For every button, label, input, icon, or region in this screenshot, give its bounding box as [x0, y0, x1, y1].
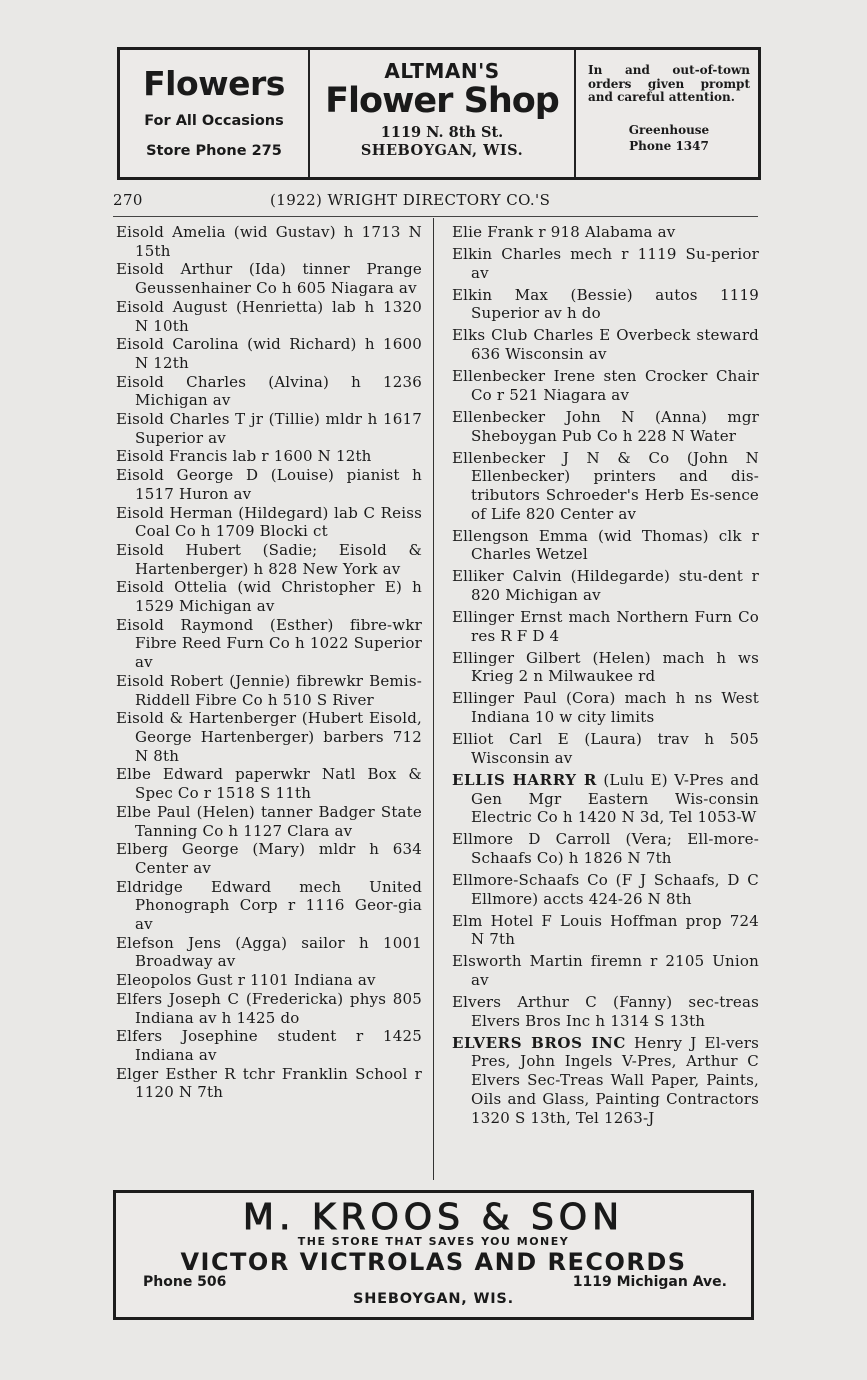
entry-text: Eisold Francis lab r 1600 N 12th [116, 447, 372, 466]
directory-entry [116, 335, 422, 372]
directory-entry [116, 223, 422, 260]
directory-entry [452, 367, 759, 404]
page-header [113, 191, 761, 211]
directory-entry [452, 567, 759, 604]
ad-flower-shop: Flower Shop [325, 81, 559, 121]
entry-text: Elliker Calvin (Hildegarde) stu-dent r 820 Michigan av [452, 567, 759, 605]
entry-text: Elbe Paul (Helen) tanner Badger State Tanning Co h 1127 Clara av [116, 802, 422, 840]
ad-flowers-subtitle: For All Occasions [144, 113, 284, 129]
ad-greenhouse-phone: Phone 1347 [629, 138, 709, 153]
entry-text: Elkin Max (Bessie) autos 1119 Superior av h do [452, 285, 759, 323]
directory-entry [452, 223, 759, 242]
entry-text: Elvers Arthur C (Fanny) sec-treas Elvers Bros Inc h 1314 S 13th [452, 993, 759, 1030]
ad-store-phone: Store Phone 275 [146, 143, 282, 159]
directory-entry [116, 410, 422, 447]
entry-text: Eisold & Hartenberger (Hubert Eisold, George Hartenberger) barbers 712 N 8th [116, 709, 422, 765]
entry-bold-name: ELLIS HARRY R [452, 770, 597, 789]
entry-text: Elefson Jens (Agga) sailor h 1001 Broadway av [116, 933, 422, 971]
entry-text: Elkin Charles mech r 1119 Su-perior av [452, 245, 759, 282]
entry-text: Ellenbecker J N & Co (John N Ellenbecker) printers and dis-tributors Schroeder's Herb Es-sence of Life 820 Center av [452, 448, 759, 523]
directory-entry [116, 466, 422, 503]
directory-entry [452, 608, 759, 645]
directory-entry [116, 878, 422, 934]
directory-entry [452, 245, 759, 282]
ad-flowers-panel [120, 50, 310, 177]
directory-entry [116, 934, 422, 971]
ad-kroos-tagline: THE STORE THAT SAVES YOU MONEY [297, 1235, 570, 1248]
directory-entry [116, 1027, 422, 1064]
entry-text: Eisold Amelia (wid Gustav) h 1713 N 15th [116, 223, 422, 260]
header-rule [113, 216, 758, 217]
directory-entry [452, 730, 759, 767]
entry-text: Elks Club Charles E Overbeck steward 636 Wisconsin av [452, 326, 759, 364]
directory-entry [116, 840, 422, 877]
ad-kroos-headline: VICTOR VICTROLAS AND RECORDS [180, 1248, 687, 1276]
ad-address: 1119 N. 8th St. [380, 124, 504, 141]
directory-entry [116, 447, 422, 466]
entry-text: Eisold George D (Louise) pianist h 1517 Huron av [116, 466, 422, 503]
directory-entry [116, 672, 422, 709]
directory-entry [452, 993, 759, 1030]
entry-text: Elbe Edward paperwkr Natl Box & Spec Co r 1518 S 11th [116, 765, 422, 803]
entry-text: Eisold Herman (Hildegard) lab C Reiss Coal Co h 1709 Blocki ct [116, 503, 422, 541]
entry-text: Elie Frank r 918 Alabama av [452, 223, 676, 241]
entry-text: Eldridge Edward mech United Phonograph Corp r 1116 Geor-gia av [116, 877, 422, 934]
left-column [116, 223, 422, 1102]
directory-entry [116, 765, 422, 802]
directory-entry [452, 771, 759, 827]
directory-entry [116, 1065, 422, 1102]
directory-entry [116, 616, 422, 672]
directory-entry [452, 912, 759, 949]
directory-entry [116, 298, 422, 335]
entry-text: Eisold Charles (Alvina) h 1236 Michigan av [116, 372, 422, 410]
entry-text: Elm Hotel F Louis Hoffman prop 724 N 7th [452, 911, 759, 949]
directory-entry [116, 803, 422, 840]
entry-text: Elsworth Martin firemn r 2105 Union av [452, 952, 759, 990]
entry-text: Elger Esther R tchr Franklin School r 1120 N 7th [116, 1064, 422, 1102]
ad-altman-panel [310, 50, 576, 177]
column-divider [433, 218, 434, 1180]
directory-entry [116, 709, 422, 765]
directory-entry [452, 689, 759, 726]
entry-text: Ellengson Emma (wid Thomas) clk r Charles Wetzel [452, 526, 759, 564]
entry-text: Eisold Hubert (Sadie; Eisold & Hartenberger) h 828 New York av [116, 540, 422, 578]
entry-text: Elfers Josephine student r 1425 Indiana av [116, 1027, 422, 1064]
page-number: 270 [113, 191, 143, 209]
directory-entry [452, 871, 759, 908]
directory-entry [452, 449, 759, 524]
ad-altman-name: ALTMAN'S [384, 59, 500, 83]
entry-text: Eisold Carolina (wid Richard) h 1600 N 12th [116, 335, 422, 372]
entry-text: Elberg George (Mary) mldr h 634 Center av [116, 840, 422, 877]
directory-entry [452, 286, 759, 323]
entry-text: Ellinger Ernst mach Northern Furn Co res R F D 4 [452, 608, 759, 645]
bottom-advertisement [113, 1190, 754, 1320]
entry-text: Ellinger Paul (Cora) mach h ns West Indiana 10 w city limits [452, 689, 759, 727]
directory-entry [116, 990, 422, 1027]
entry-text: Ellmore D Carroll (Vera; Ell-more-Schaafs Co) h 1826 N 7th [452, 830, 759, 867]
entry-text: Elliot Carl E (Laura) trav h 505 Wisconsin av [452, 730, 759, 767]
directory-entry [452, 952, 759, 989]
entry-text: Eisold Charles T jr (Tillie) mldr h 1617 Superior av [116, 410, 422, 447]
entry-text: Eisold Ottelia (wid Christopher E) h 1529 Michigan av [116, 578, 422, 616]
directory-entry [116, 504, 422, 541]
directory-entry [116, 541, 422, 578]
ad-orders-panel [576, 50, 758, 177]
ad-kroos-phone: Phone 506 [143, 1274, 227, 1290]
ad-greenhouse-label: Greenhouse [628, 122, 710, 137]
ad-city: SHEBOYGAN, WIS. [360, 142, 524, 159]
entry-text: Elfers Joseph C (Fredericka) phys 805 Indiana av h 1425 do [116, 989, 422, 1027]
entry-text: Eisold Raymond (Esther) fibre-wkr Fibre Reed Furn Co h 1022 Superior av [116, 615, 422, 672]
ad-flowers-title: Flowers [143, 64, 285, 103]
directory-entry [452, 408, 759, 445]
entry-text: Ellenbecker John N (Anna) mgr Sheboygan Pub Co h 228 N Water [452, 407, 759, 445]
entry-text: Eisold Arthur (Ida) tinner Prange Geussenhainer Co h 605 Niagara av [116, 260, 422, 298]
directory-entry [452, 830, 759, 867]
entry-text: (Lulu E) V-Pres and Gen Mgr Eastern Wis-consin Electric Co h 1420 N 3d, Tel 1053-W [471, 770, 760, 827]
ad-kroos-city: SHEBOYGAN, WIS. [352, 1291, 514, 1307]
entry-bold-name: ELVERS BROS INC [452, 1033, 626, 1052]
right-column [452, 223, 759, 1131]
ad-kroos-address: 1119 Michigan Ave. [572, 1274, 727, 1290]
directory-entry [452, 1034, 759, 1128]
directory-entry [116, 373, 422, 410]
entry-text: Henry J El-vers Pres, John Ingels V-Pres, Arthur C Elvers Sec-Treas Wall Paper, Paints, Oils and Glass, Painting Contractors 1320 S 13th, Tel 1263-J [471, 1033, 759, 1127]
entry-text: Ellinger Gilbert (Helen) mach h ws Krieg 2 n Milwaukee rd [452, 648, 759, 686]
directory-entry [116, 971, 422, 990]
entry-text: Eisold August (Henrietta) lab h 1320 N 10th [116, 297, 422, 335]
directory-entry [116, 578, 422, 615]
page-title: (1922) WRIGHT DIRECTORY CO.'S [270, 191, 551, 209]
ad-orders-text: In and out-of-town orders given prompt and careful attention. [588, 63, 750, 104]
entry-text: Ellenbecker Irene sten Crocker Chair Co r 521 Niagara av [452, 367, 759, 404]
directory-entry [452, 326, 759, 363]
entry-text: Eisold Robert (Jennie) fibrewkr Bemis-Riddell Fibre Co h 510 S River [116, 671, 422, 709]
top-advertisement [117, 47, 761, 180]
entry-text: Eleopolos Gust r 1101 Indiana av [116, 971, 376, 990]
ad-kroos-name: M. KROOS & SON [242, 1197, 625, 1238]
entry-text: Ellmore-Schaafs Co (F J Schaafs, D C Ellmore) accts 424-26 N 8th [452, 870, 759, 908]
directory-entry [452, 527, 759, 564]
directory-entry [116, 260, 422, 297]
directory-entry [452, 649, 759, 686]
